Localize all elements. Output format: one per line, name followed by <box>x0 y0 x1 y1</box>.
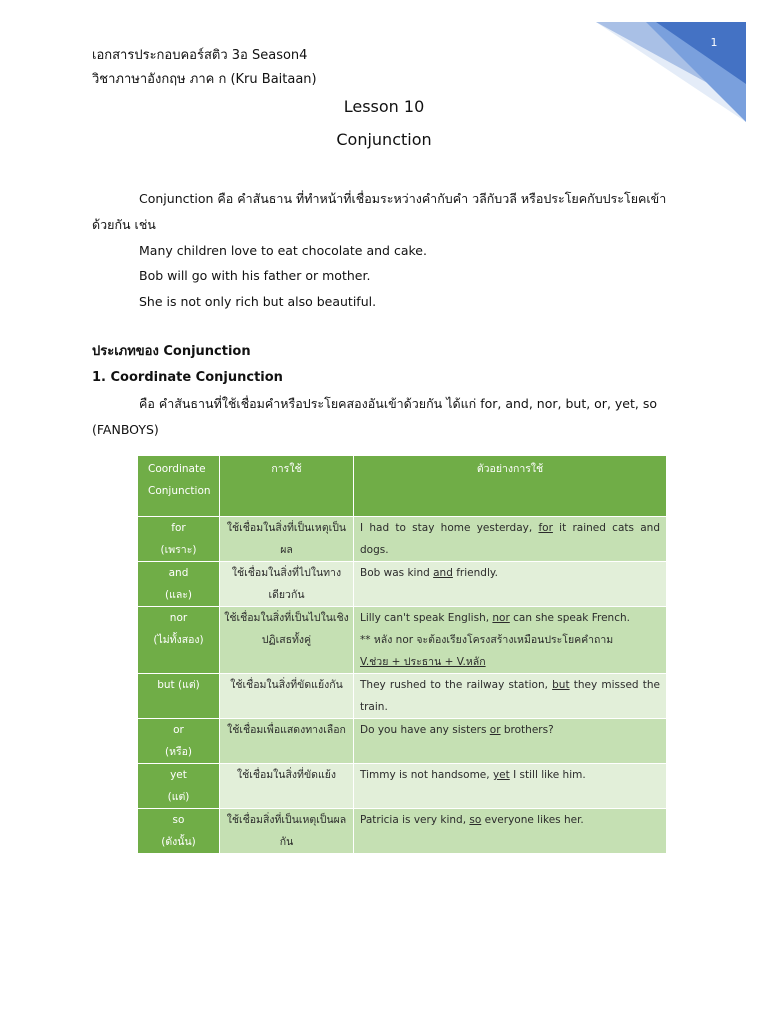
table-row <box>138 607 667 674</box>
conjunction-cell: but (แต่) <box>138 674 220 719</box>
table-row <box>138 562 667 607</box>
header-example: ตัวอย่างการใช้ <box>354 456 667 517</box>
example-sentence-1: Many children love to eat chocolate and cake. <box>139 243 427 258</box>
usage-cell: ใช้เชื่อมในสิ่งที่ไปในทางเดียวกัน <box>220 562 354 607</box>
nor-note: ** หลัง nor จะต้องเรียงโครงสร้างเหมือนประโยคคำถาม <box>360 634 614 646</box>
example-sentence-3: She is not only rich but also beautiful. <box>139 294 377 309</box>
usage-cell: ใช้เชื่อมสิ่งที่เป็นเหตุเป็นผลกัน <box>220 809 354 854</box>
intro-definition: Conjunction คือ คำสันธาน ที่ทำหน้าที่เชื่อมระหว่างคำกับคำ วลีกับวลี หรือประโยคกับประโยคเข้าด้วยกัน เช่น <box>92 191 667 232</box>
conjunction-table <box>137 455 667 854</box>
lesson-subtitle: Conjunction <box>336 130 432 149</box>
example-sentence-2: Bob will go with his father or mother. <box>139 268 371 283</box>
example-cell: Bob was kind and friendly. <box>354 562 667 607</box>
types-heading: ประเภทของ Conjunction <box>92 344 251 359</box>
example-cell: They rushed to the railway station, but they missed the train. <box>354 674 667 719</box>
conjunction-cell: so (ดังนั้น) <box>138 809 220 854</box>
usage-cell: ใช้เชื่อมในสิ่งที่ขัดแย้ง <box>220 764 354 809</box>
table-row <box>138 674 667 719</box>
table-row <box>138 517 667 562</box>
table-row <box>138 809 667 854</box>
table-row <box>138 764 667 809</box>
table-header-row <box>138 456 667 517</box>
conjunction-cell: yet (แต่) <box>138 764 220 809</box>
section-heading: 1. Coordinate Conjunction <box>92 370 283 385</box>
table-row <box>138 719 667 764</box>
example-cell: Patricia is very kind, so everyone likes her. <box>354 809 667 854</box>
header-usage: การใช้ <box>220 456 354 517</box>
example-cell: I had to stay home yesterday, for it rained cats and dogs. <box>354 517 667 562</box>
conjunction-cell: and (และ) <box>138 562 220 607</box>
header-course: เอกสารประกอบคอร์สติว 3อ Season4 <box>92 48 308 63</box>
usage-cell: ใช้เชื่อมในสิ่งที่เป็นเหตุเป็นผล <box>220 517 354 562</box>
conjunction-cell: or (หรือ) <box>138 719 220 764</box>
usage-cell: ใช้เชื่อมเพื่อแสดงทางเลือก <box>220 719 354 764</box>
header-conjunction: Coordinate Conjunction <box>138 456 220 517</box>
nor-formula: V.ช่วย + ประธาน + V.หลัก <box>360 656 486 668</box>
usage-cell: ใช้เชื่อมในสิ่งที่ขัดแย้งกัน <box>220 674 354 719</box>
page-number: 1 <box>710 36 718 49</box>
usage-cell: ใช้เชื่อมในสิ่งที่เป็นไปในเชิงปฏิเสธทั้งคู่ <box>220 607 354 674</box>
example-cell: Lilly can't speak English, nor can she speak French. ** หลัง nor จะต้องเรียงโครงสร้างเหมือนประโยคคำถาม V.ช่วย + ประธาน + V.หลัก <box>354 607 667 674</box>
conjunction-cell: for (เพราะ) <box>138 517 220 562</box>
header-subject: วิชาภาษาอังกฤษ ภาค ก (Kru Baitaan) <box>92 72 317 87</box>
example-cell: Do you have any sisters or brothers? <box>354 719 667 764</box>
section-definition: คือ คำสันธานที่ใช้เชื่อมคำหรือประโยคสองอันเข้าด้วยกัน ได้แก่ for, and, nor, but, or, yet, so (FANBOYS) <box>92 396 657 437</box>
conjunction-cell: nor (ไม่ทั้งสอง) <box>138 607 220 674</box>
example-cell: Timmy is not handsome, yet I still like him. <box>354 764 667 809</box>
lesson-title: Lesson 10 <box>343 97 425 116</box>
